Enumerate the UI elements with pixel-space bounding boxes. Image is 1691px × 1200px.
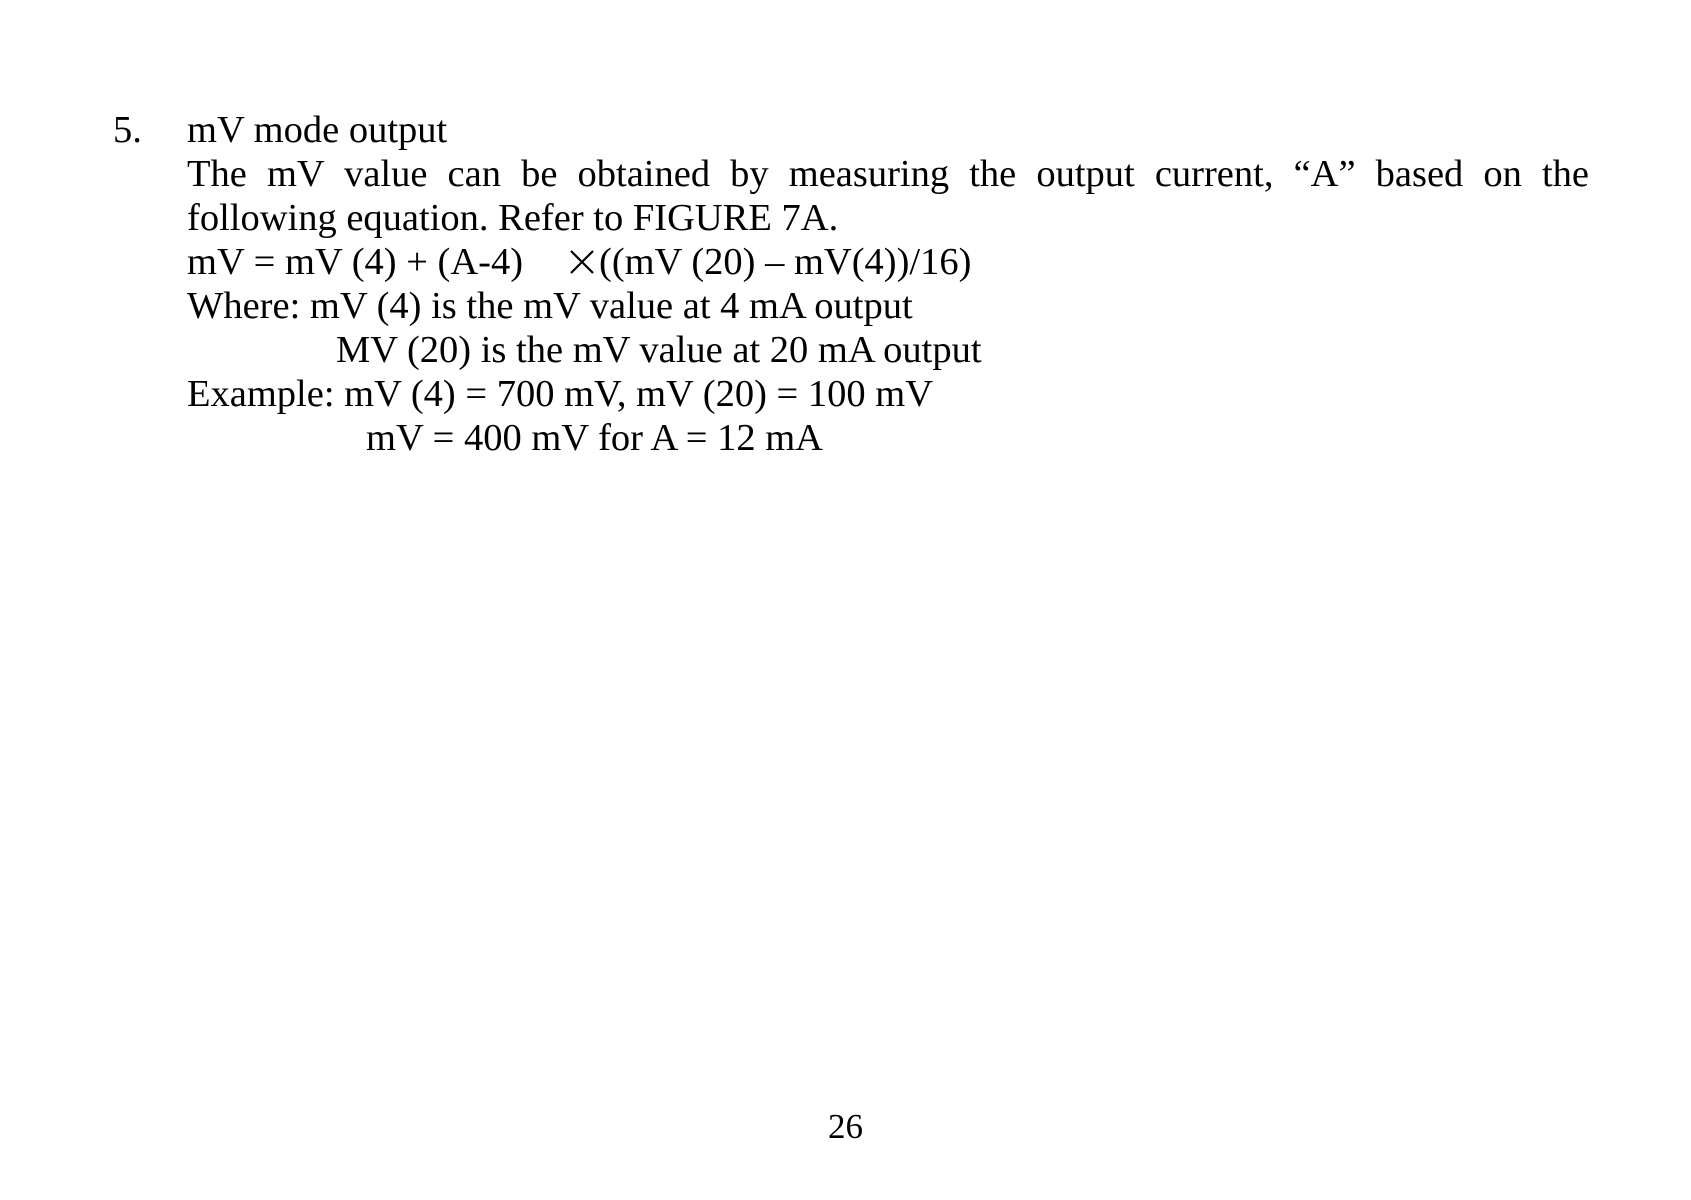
equation-right: ((mV (20) – mV(4))/16) bbox=[599, 241, 972, 283]
example-line-2: mV = 400 mV for A = 12 mA bbox=[366, 417, 823, 459]
example-line-1: Example: mV (4) = 700 mV, mV (20) = 100 mV bbox=[187, 373, 934, 415]
section-title: mV mode output bbox=[187, 109, 448, 151]
equation-left: mV = mV (4) + (A-4) bbox=[187, 241, 524, 283]
paragraph-line-1: The mV value can be obtained by measuring the output current, “A” based on the bbox=[187, 153, 1589, 195]
page-number: 26 bbox=[828, 1107, 863, 1146]
where-line-1: Where: mV (4) is the mV value at 4 mA output bbox=[187, 285, 913, 327]
paragraph-line-2: following equation. Refer to FIGURE 7A. bbox=[187, 197, 839, 239]
section-number: 5. bbox=[113, 109, 142, 151]
times-sign-icon bbox=[568, 240, 596, 284]
where-line-2: MV (20) is the mV value at 20 mA output bbox=[336, 329, 982, 371]
